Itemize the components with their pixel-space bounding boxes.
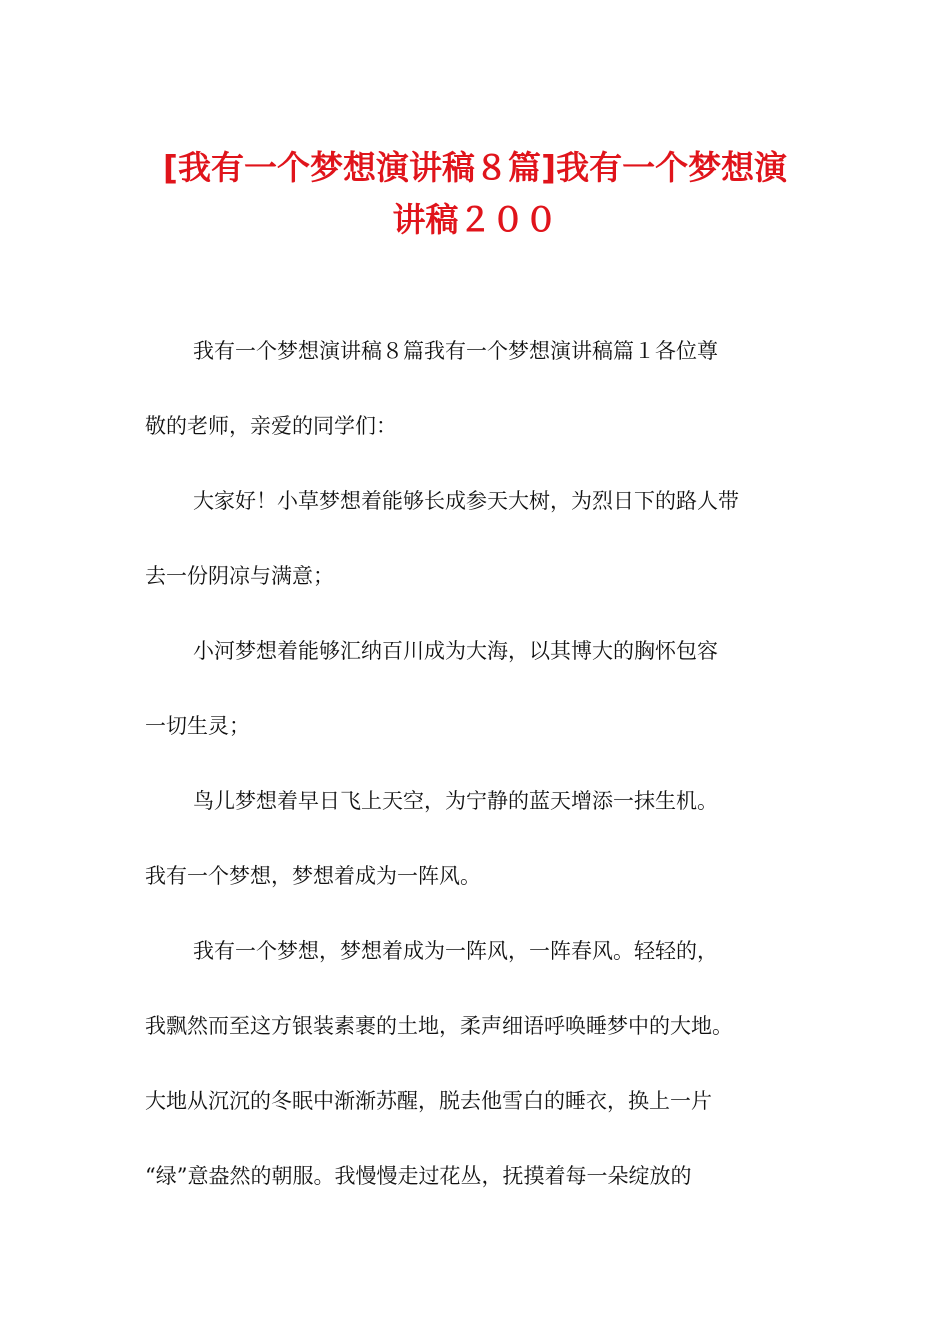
- title-line-2: 讲稿２００: [392, 200, 558, 239]
- paragraph-line-5: 小河梦想着能够汇纳百川成为大海，以其博大的胸怀包容: [193, 639, 718, 663]
- paragraph-line-8: 我有一个梦想，梦想着成为一阵风。: [145, 864, 481, 888]
- paragraph-line-10: 我飘然而至这方银装素裹的土地，柔声细语呼唤睡梦中的大地。: [145, 1014, 733, 1038]
- paragraph-line-7: 鸟儿梦想着早日飞上天空，为宁静的蓝天增添一抹生机。: [193, 789, 718, 813]
- paragraph-line-4: 去一份阴凉与满意；: [145, 564, 334, 588]
- paragraph-line-11: 大地从沉沉的冬眠中渐渐苏醒，脱去他雪白的睡衣，换上一片: [145, 1089, 712, 1113]
- paragraph-line-9: 我有一个梦想，梦想着成为一阵风，一阵春风。轻轻的，: [193, 939, 718, 963]
- document-title: [120, 142, 830, 246]
- title-line-1: [我有一个梦想演讲稿８篇]我有一个梦想演: [162, 148, 788, 187]
- paragraph-line-3: 大家好！小草梦想着能够长成参天大树，为烈日下的路人带: [193, 489, 739, 513]
- paragraph-line-1: 我有一个梦想演讲稿８篇我有一个梦想演讲稿篇１各位尊: [193, 339, 718, 363]
- paragraph-line-6: 一切生灵；: [145, 714, 250, 738]
- paragraph-line-12: “绿”意盎然的朝服。我慢慢走过花丛，抚摸着每一朵绽放的: [145, 1164, 692, 1188]
- paragraph-line-2: 敬的老师，亲爱的同学们：: [145, 414, 397, 438]
